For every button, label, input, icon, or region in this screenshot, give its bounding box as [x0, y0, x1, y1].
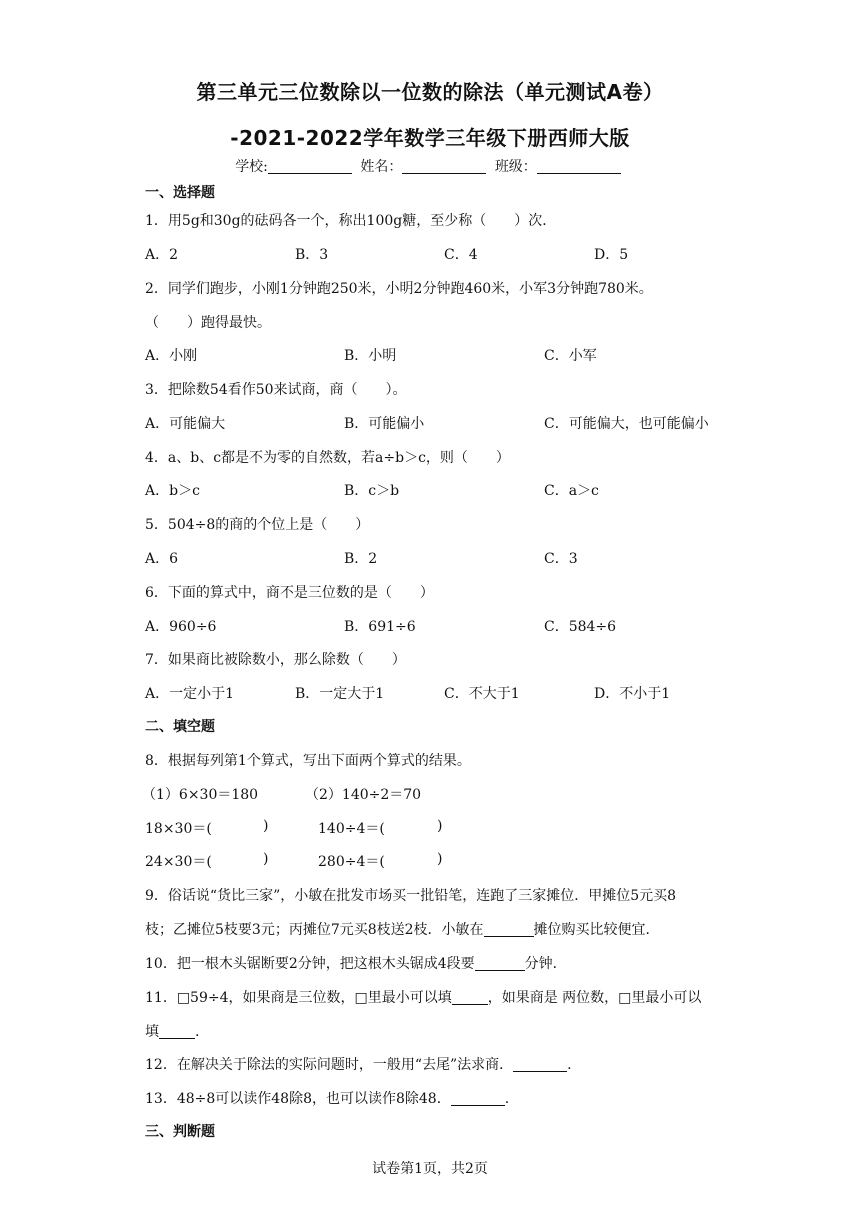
exam-title-line1: 第三单元三位数除以一位数的除法（单元测试A卷） — [196, 80, 664, 104]
q12-end: . — [567, 1057, 572, 1073]
q7-option-a[interactable]: A．一定小于1 — [145, 686, 235, 702]
question-9: 9．俗话说“货比三家”，小敏在批发市场买一批铅笔，连跑了三家摊位．甲摊位5元买8 — [145, 888, 677, 904]
q12-answer-blank[interactable] — [513, 1057, 567, 1072]
q4-option-c[interactable]: C．a＞c — [544, 483, 599, 499]
name-blank[interactable] — [402, 159, 486, 174]
q13-answer-blank[interactable] — [451, 1091, 505, 1106]
class-blank[interactable] — [537, 159, 621, 174]
q11-answer-blank-2[interactable] — [159, 1024, 195, 1039]
school-blank[interactable] — [268, 159, 352, 174]
q8-row1-left-expr: 18×30＝( — [145, 821, 212, 837]
q1-option-a[interactable]: A．2 — [145, 247, 179, 263]
question-1: 1．用5g和30g的砝码各一个，称出100g糖，至少称（ ）次． — [145, 213, 557, 229]
question-12 — [145, 1054, 572, 1074]
q8-column2-example: （2）140÷2＝70 — [305, 787, 422, 803]
q8-row1-right-close[interactable]: ) — [437, 818, 443, 834]
q1-option-d[interactable]: D．5 — [594, 247, 629, 263]
question-3: 3．把除数54看作50来试商，商（ ）。 — [145, 382, 407, 398]
q8-row2-left-expr: 24×30＝( — [145, 854, 212, 870]
question-11-continued — [145, 1021, 199, 1041]
q9-text-after-blank: 摊位购买比较便宜． — [533, 922, 660, 938]
exam-title-line2: -2021-2022学年数学三年级下册西师大版 — [230, 126, 630, 150]
question-2-continued: （ ）跑得最快。 — [145, 315, 271, 331]
q13-text: 13．48÷8可以读作48除8，也可以读作8除48． — [145, 1091, 451, 1107]
question-10 — [145, 953, 567, 973]
q6-option-a[interactable]: A．960÷6 — [145, 619, 217, 635]
q10-unit: 分钟． — [524, 956, 567, 972]
question-6: 6．下面的算式中，商不是三位数的是（ ） — [145, 585, 434, 601]
q5-option-a[interactable]: A．6 — [145, 551, 179, 567]
q8-row1-left-close[interactable]: ) — [263, 818, 269, 834]
q1-option-b[interactable]: B．3 — [295, 247, 329, 263]
q5-option-c[interactable]: C．3 — [544, 551, 578, 567]
page-footer: 试卷第1页，共2页 — [372, 1161, 488, 1177]
q7-option-b[interactable]: B．一定大于1 — [295, 686, 385, 702]
q10-answer-blank[interactable] — [475, 956, 525, 971]
q8-row2-left-close[interactable]: ) — [263, 851, 269, 867]
section-heading-fill: 二、填空题 — [145, 719, 215, 735]
q3-option-b[interactable]: B．可能偏小 — [344, 416, 425, 432]
q1-option-c[interactable]: C．4 — [444, 247, 478, 263]
question-5: 5．504÷8的商的个位上是（ ） — [145, 517, 370, 533]
question-2: 2．同学们跑步，小刚1分钟跑250米，小明2分钟跑460米，小军3分钟跑780米。 — [145, 281, 653, 297]
q5-option-b[interactable]: B．2 — [344, 551, 378, 567]
q2-option-a[interactable]: A．小刚 — [145, 348, 198, 364]
q9-text-before-blank: 枝；乙摊位5枝要3元；丙摊位7元买8枝送2枝．小敏在 — [145, 922, 484, 938]
q11-text-mid: ，如果商是 两位数，□里最小可以 — [487, 990, 702, 1006]
section-heading-judge: 三、判断题 — [145, 1124, 215, 1140]
q11-text-fill: 填 — [145, 1024, 159, 1040]
q6-option-b[interactable]: B．691÷6 — [344, 619, 416, 635]
name-label: 姓名： — [360, 159, 403, 175]
q8-row1-right-expr: 140÷4＝( — [318, 821, 385, 837]
q11-text: 11．□59÷4，如果商是三位数，□里最小可以填 — [145, 990, 452, 1006]
q9-answer-blank[interactable] — [484, 922, 534, 937]
q11-text-end: . — [195, 1024, 200, 1040]
q8-row2-right-expr: 280÷4＝( — [318, 854, 385, 870]
question-7: 7．如果商比被除数小，那么除数（ ） — [145, 652, 406, 668]
q7-option-d[interactable]: D．不小于1 — [594, 686, 671, 702]
q8-row2-right-close[interactable]: ) — [437, 851, 443, 867]
q3-option-a[interactable]: A．可能偏大 — [145, 416, 226, 432]
q12-text: 12．在解决关于除法的实际问题时，一般用“去尾”法求商． — [145, 1057, 514, 1073]
school-label: 学校: — [235, 159, 268, 175]
question-4: 4．a、b、c都是不为零的自然数，若a÷b＞c，则（ ） — [145, 450, 510, 466]
q2-option-c[interactable]: C．小军 — [544, 348, 597, 364]
q11-answer-blank-1[interactable] — [452, 990, 488, 1005]
q2-option-b[interactable]: B．小明 — [344, 348, 397, 364]
question-13 — [145, 1088, 509, 1108]
student-info-row — [0, 156, 860, 176]
q4-option-b[interactable]: B．c＞b — [344, 483, 400, 499]
q7-option-c[interactable]: C．不大于1 — [444, 686, 520, 702]
q13-end: . — [504, 1091, 510, 1107]
q3-option-c[interactable]: C．可能偏大，也可能偏小 — [544, 416, 709, 432]
q8-column1-example: （1）6×30＝180 — [142, 787, 259, 803]
class-label: 班级： — [494, 159, 537, 175]
section-heading-choice: 一、选择题 — [145, 185, 215, 201]
q4-option-a[interactable]: A．b＞c — [145, 483, 200, 499]
q10-text: 10．把一根木头锯断要2分钟，把这根木头锯成4段要 — [145, 956, 475, 972]
question-11 — [145, 987, 701, 1007]
question-9-continued — [145, 919, 660, 939]
q6-option-c[interactable]: C．584÷6 — [544, 619, 617, 635]
question-8: 8．根据每列第1个算式，写出下面两个算式的结果。 — [145, 753, 471, 769]
